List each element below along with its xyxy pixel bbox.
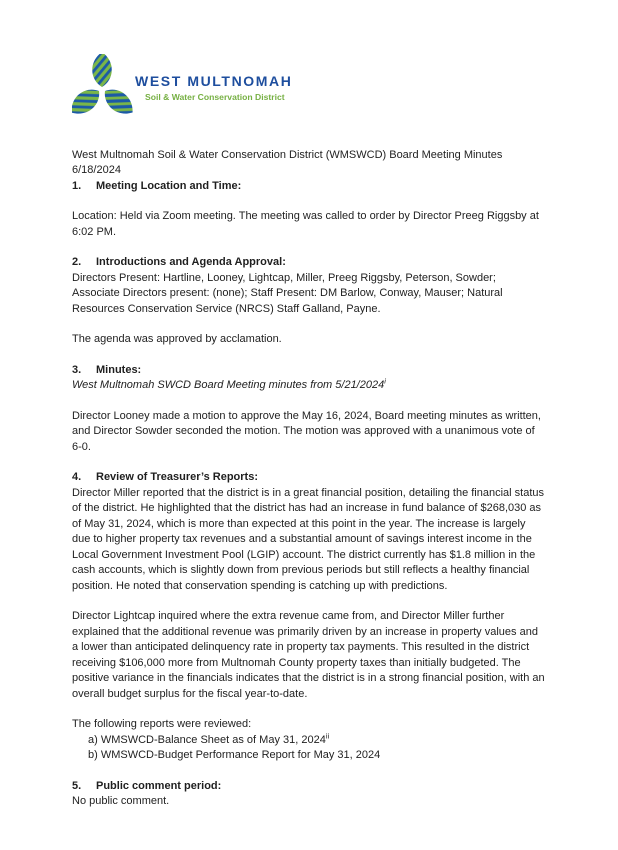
paragraph-minutes-reference [72, 378, 546, 394]
section-heading-1 [72, 179, 546, 195]
leaf-icon-bottom-left [72, 83, 105, 120]
document-title: West Multnomah Soil & Water Conservation District (WMSWCD) Board Meeting Minutes 6/18/2024 [72, 148, 503, 176]
section-heading-2-label: Introductions and Agenda Approval: [96, 256, 286, 268]
paragraph-treasurer-summary: Director Miller reported that the district is in a great financial position, detailing the financial status of the district. He highlighted that the district has had an increase in fund balance of $268,030 as of May 31, 2024, which is more than expected at this point in the year. The increase is largely due to higher property tax revenues and a substantial amount of savings interest income in the Local Government Investment Pool (LGIP) account. The district currently has $1.8 million in the cash accounts, which is slightly down from previous periods but still reflects a healthy financial position. He noted that conservation spending is catching up with predictions. [72, 486, 545, 592]
paragraph-meeting-location: Location: Held via Zoom meeting. The meeting was called to order by Director Preeg Riggsby at 6:02 PM. [72, 210, 539, 238]
report-item-a [88, 730, 546, 749]
org-tagline: Soil & Water Conservation District [145, 92, 285, 102]
paragraph-agenda-approval: The agenda was approved by acclamation. [72, 333, 282, 345]
report-item-b-text: b) WMSWCD-Budget Performance Report for May 31, 2024 [88, 749, 381, 761]
org-name: WEST MULTNOMAH [135, 73, 293, 89]
section-heading-3 [72, 363, 546, 379]
footnote-marker-ii: ii [325, 730, 330, 740]
paragraph-reports-intro: The following reports were reviewed: [72, 718, 252, 730]
report-item-a-text: a) WMSWCD-Balance Sheet as of May 31, 2024 [88, 733, 326, 746]
section-heading-5 [72, 779, 546, 795]
section-number-1: 1. [72, 179, 82, 192]
paragraph-revenue-discussion: Director Lightcap inquired where the extra revenue came from, and Director Miller further explained that the additional revenue was primarily driven by an increase in property values and a lower than anticipated delinquency rate in property tax payments. This resulted in the district receiving $106,000 more from Multnomah County property taxes than initially budgeted. The positive variance in the financials indicates that the district is in a strong financial position, with an overall budget surplus for the fiscal year-to-date. [72, 610, 545, 700]
section-heading-5-label: Public comment period: [96, 779, 222, 792]
paragraph-minutes-motion: Director Looney made a motion to approve the May 16, 2024, Board meeting minutes as written, and Director Sowder seconded the motion. The motion was approved with a unanimous vote of 6-0. [72, 409, 541, 453]
minutes-reference-text: West Multnomah SWCD Board Meeting minutes from 5/21/2024 [72, 379, 385, 391]
section-heading-3-label: Minutes: [96, 363, 142, 376]
section-number-5: 5. [72, 779, 82, 792]
section-heading-1-label: Meeting Location and Time: [96, 179, 242, 192]
section-number-3: 3. [72, 363, 82, 376]
leaf-icon-bottom-right [99, 83, 139, 120]
section-number-4: 4. [72, 471, 82, 483]
org-logo-graphic [72, 54, 302, 124]
org-logo [72, 54, 546, 130]
footnote-marker-i: i [384, 376, 386, 386]
section-heading-2 [72, 255, 546, 271]
section-heading-4 [72, 470, 546, 486]
report-item-b [88, 748, 546, 764]
paragraph-attendance: Directors Present: Hartline, Looney, Lightcap, Miller, Preeg Riggsby, Peterson, Sowder; Associate Directors present: (none); Staff Present: DM Barlow, Conway, Mauser; Natural Resources Conservation Service (NRCS) Staff Galland, Payne. [72, 271, 503, 315]
section-number-2: 2. [72, 256, 82, 268]
paragraph-public-comment: No public comment. [72, 795, 170, 807]
section-heading-4-label: Review of Treasurer’s Reports: [96, 471, 259, 483]
leaf-icon-top [92, 54, 112, 87]
